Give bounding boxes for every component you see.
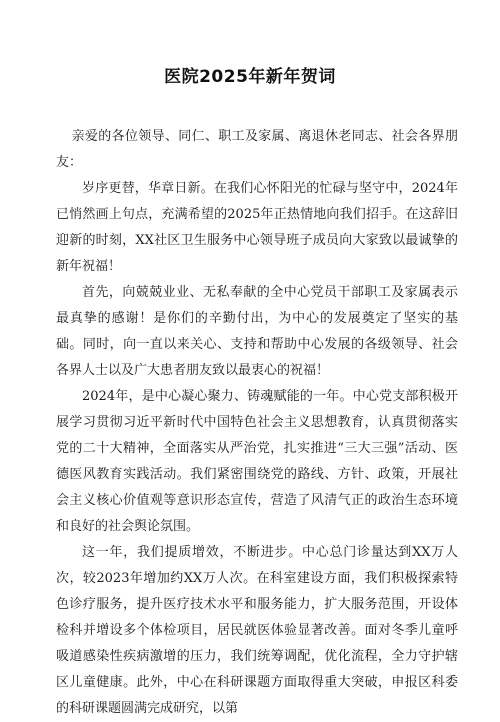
body-paragraph: 岁序更替，华章日新。在我们心怀阳光的忙碌与坚守中，2024年已悄然画上句点，充满希望的2025年正热情地向我们招手。在这辞旧迎新的时刻，XX社区卫生服务中心领导班子成员向大家致以最诚挚的新年祝福！: [56, 181, 458, 274]
document-body: [56, 124, 458, 722]
document-title: 医院2025年新年贺词: [164, 67, 336, 87]
greeting-paragraph: 亲爱的各位领导、同仁、职工及家属、离退休老同志、社会各界朋友：: [56, 129, 458, 170]
body-paragraph: 这一年，我们提质增效，不断进步。中心总门诊量达到XX万人次，较2023年增加约XX万人次。在科室建设方面，我们积极探索特色诊疗服务，提升医疗技术水平和服务能力，扩大服务范围，开设体检科并增设多个体检项目，居民就医体验显著改善。面对冬季儿童呼吸道感染性疾病激增的压力，我们统筹调配，优化流程，全力守护辖区儿童健康。此外，中心在科研课题方面取得重大突破，申报区科委的科研课题圆满完成研究，以第: [56, 545, 458, 716]
body-paragraph: 2024年，是中心凝心聚力、铸魂赋能的一年。中心党支部积极开展学习贯彻习近平新时代中国特色社会主义思想教育，认真贯彻落实党的二十大精神，全面落实从严治党，扎实推进“三大三强”活动、医德医风教育实践活动。我们紧密围绕党的路线、方针、政策，开展社会主义核心价值观等意识形态宣传，营造了风清气正的政治生态环境和良好的社会舆论氛围。: [56, 389, 458, 534]
body-paragraph: 首先，向兢兢业业、无私奉献的全中心党员干部职工及家属表示最真挚的感谢！是你们的辛勤付出，为中心的发展奠定了坚实的基础。同时，向一直以来关心、支持和帮助中心发展的各级领导、社会各界人士以及广大患者朋友致以最衷心的祝福！: [56, 285, 458, 378]
